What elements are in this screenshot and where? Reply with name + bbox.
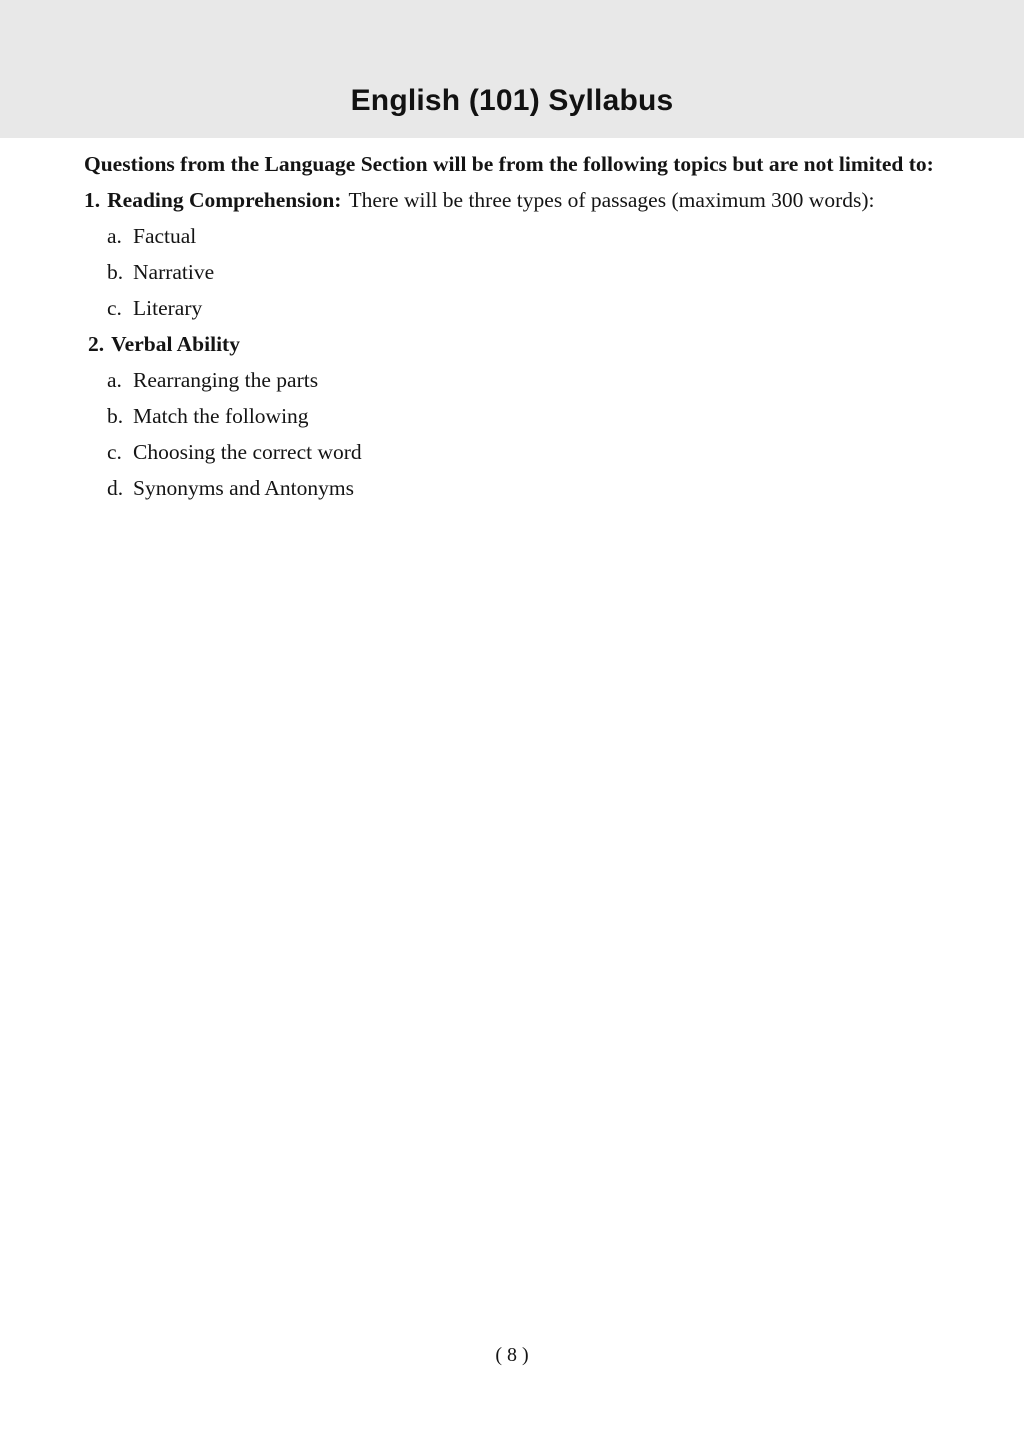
list-item-text: Narrative: [133, 260, 215, 284]
list-item-text: Rearranging the parts: [133, 368, 319, 392]
list-item-text: Factual: [133, 224, 197, 248]
syllabus-content: [0, 138, 1024, 506]
section-heading: [84, 326, 944, 362]
list-item: [84, 362, 944, 398]
list-item-marker: b.: [107, 404, 124, 428]
list-item: [84, 434, 944, 470]
list-item-marker: c.: [107, 440, 122, 464]
list-item: [84, 254, 944, 290]
list-item-marker: b.: [107, 260, 124, 284]
list-item-text: Choosing the correct word: [133, 440, 362, 464]
list-item: [84, 290, 944, 326]
list-item-marker: a.: [107, 368, 122, 392]
section-number: 1.: [84, 188, 101, 212]
list-item: [84, 218, 944, 254]
section-reading-comprehension: [84, 182, 944, 326]
list-item-text: Literary: [133, 296, 203, 320]
page-header-band: [0, 0, 1024, 138]
page-number: ( 8 ): [495, 1344, 529, 1366]
list-item-text: Synonyms and Antonyms: [133, 476, 354, 500]
section-title: Verbal Ability: [111, 332, 240, 356]
intro-line: Questions from the Language Section will be from the following topics but are not limited to:: [84, 152, 934, 176]
section-heading: [84, 182, 944, 218]
list-item-marker: d.: [107, 476, 124, 500]
section-description: There will be three types of passages (maximum 300 words):: [348, 188, 875, 212]
section-number: 2.: [88, 332, 105, 356]
list-item: [84, 470, 944, 506]
list-item-marker: a.: [107, 224, 122, 248]
list-item-marker: c.: [107, 296, 122, 320]
list-item-text: Match the following: [133, 404, 309, 428]
page-title: English (101) Syllabus: [350, 84, 674, 117]
list-item: [84, 398, 944, 434]
section-title: Reading Comprehension:: [107, 188, 342, 212]
section-verbal-ability: [84, 326, 944, 506]
page-footer: [0, 1340, 1024, 1370]
